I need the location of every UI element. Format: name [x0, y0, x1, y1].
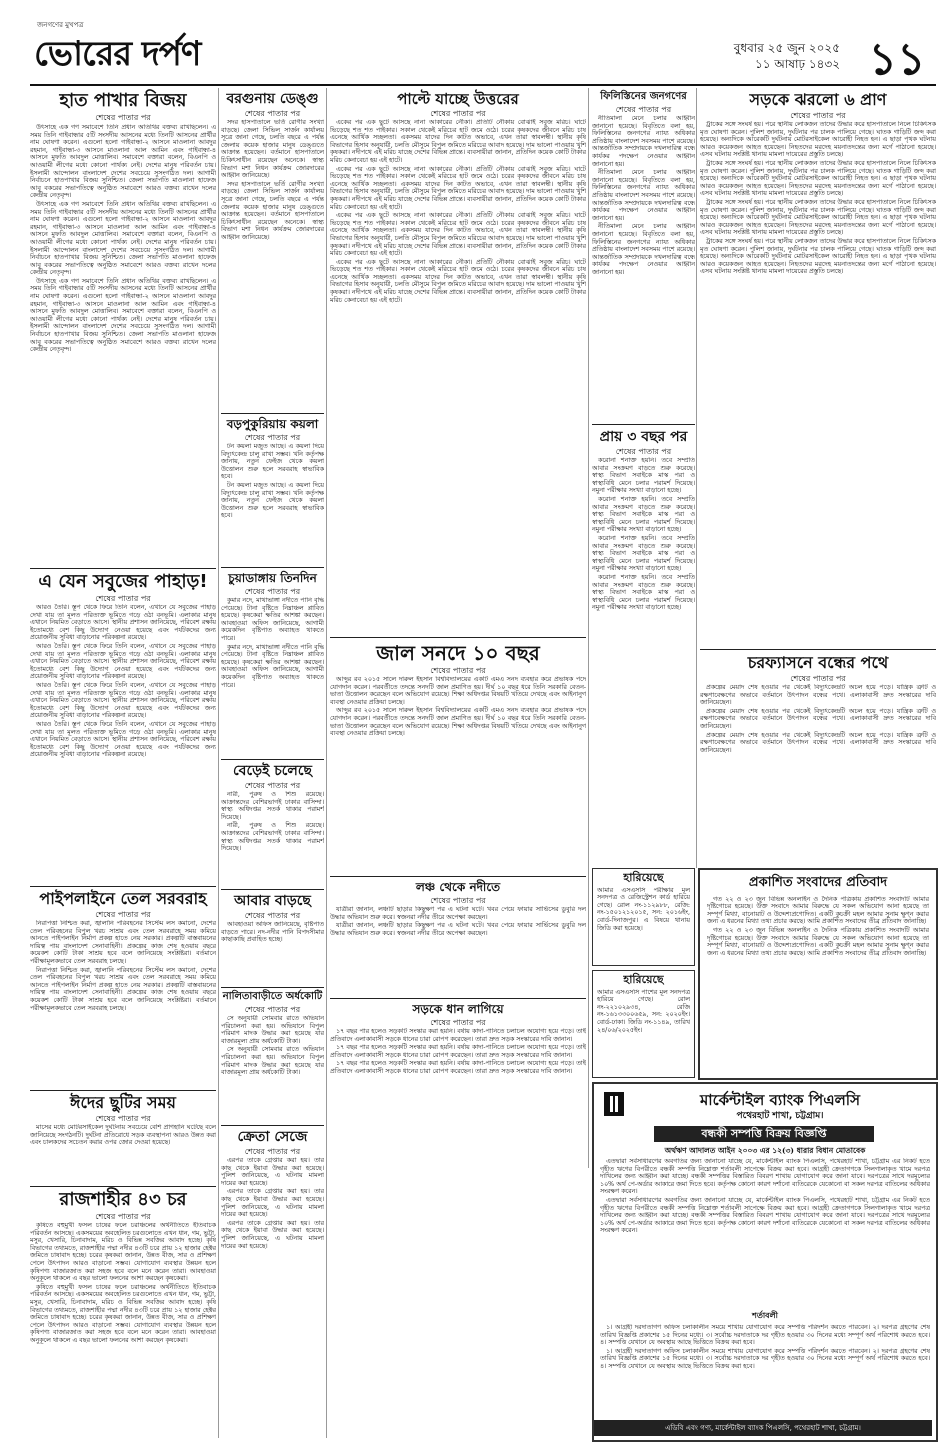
conditions-title: শর্তাবলী [752, 1311, 778, 1320]
headline-again-rising: আবার বাড়ছে [234, 893, 311, 909]
article-body: প্রকল্পের মেয়াদ শেষ হওয়ার পর থেকেই বিদ্যুৎকেন্দ্রটি অচল হয়ে পড়ে। যান্ত্রিক ত্রুটি ও রক্ষণাবেক্ষণের অভাবে বর্তমানে উৎপাদন বন্ধের পথে। এলাকাবাসী দ্রুত সংস্কারের দাবি জানিয়েছেন। প্রকল্পের মেয়াদ শেষ হওয়ার পর থেকেই বিদ্যুৎকেন্দ্রটি অচল হয়ে পড়ে। যান্ত্রিক ত্রুটি ও রক্ষণাবেক্ষণের অভাবে বর্তমানে উৎপাদন বন্ধের পথে। এলাকাবাসী দ্রুত সংস্কারের দাবি জানিয়েছেন। প্রকল্পের মেয়াদ শেষ হওয়ার পর থেকেই বিদ্যুৎকেন্দ্রটি অচল হয়ে পড়ে। যান্ত্রিক ত্রুটি ও রক্ষণাবেক্ষণের অভাবে বর্তমানে উৎপাদন বন্ধের পথে। এলাকাবাসী দ্রুত সংস্কারের দাবি জানিয়েছেন। [700, 684, 936, 754]
masthead [0, 0, 945, 84]
article-body: নীতিমালা মেনে চলার আহ্বান জানানো হয়েছে। বিবৃতিতে বলা হয়, ফিলিস্তিনের জনগণের ন্যায্য অধিকার প্রতিষ্ঠায় বাংলাদেশ সবসময় পাশে রয়েছে। আন্তর্জাতিক সম্প্রদায়কে দখলদারিত্ব বন্ধে কার্যকর পদক্ষেপ নেওয়ার আহ্বান জানানো হয়। নীতিমালা মেনে চলার আহ্বান জানানো হয়েছে। বিবৃতিতে বলা হয়, ফিলিস্তিনের জনগণের ন্যায্য অধিকার প্রতিষ্ঠায় বাংলাদেশ সবসময় পাশে রয়েছে। আন্তর্জাতিক সম্প্রদায়কে দখলদারিত্ব বন্ধে কার্যকর পদক্ষেপ নেওয়ার আহ্বান জানানো হয়। নীতিমালা মেনে চলার আহ্বান জানানো হয়েছে। বিবৃতিতে বলা হয়, ফিলিস্তিনের জনগণের ন্যায্য অধিকার প্রতিষ্ঠায় বাংলাদেশ সবসময় পাশে রয়েছে। আন্তর্জাতিক সম্প্রদায়কে দখলদারিত্ব বন্ধে কার্যকর পদক্ষেপ নেওয়ার আহ্বান জানানো হয়। [592, 115, 695, 276]
subhead: শেষের পাতার পর [95, 1212, 151, 1221]
protest-body: গত ২২ ও ২৩ জুন বিভিন্ন অনলাইন ও দৈনিক পত্রিকায় প্রকাশিত সংবাদটি আমার দৃষ্টিগোচর হয়েছে। উক্ত সংবাদে আমার বিরুদ্ধে যে সকল অভিযোগ আনা হয়েছে তা সম্পূর্ণ মিথ্যা, বানোয়াট ও উদ্দেশ্যপ্রণোদিত। একটি কুচক্রী মহল আমার সুনাম ক্ষুণ্ন করার জন্য এ ধরনের মিথ্যা তথ্য প্রচার করছে। আমি প্রকাশিত সংবাদের তীব্র প্রতিবাদ জানাচ্ছি। গত ২২ ও ২৩ জুন বিভিন্ন অনলাইন ও দৈনিক পত্রিকায় প্রকাশিত সংবাদটি আমার দৃষ্টিগোচর হয়েছে। উক্ত সংবাদে আমার বিরুদ্ধে যে সকল অভিযোগ আনা হয়েছে তা সম্পূর্ণ মিথ্যা, বানোয়াট ও উদ্দেশ্যপ্রণোদিত। একটি কুচক্রী মহল আমার সুনাম ক্ষুণ্ন করার জন্য এ ধরনের মিথ্যা তথ্য প্রচার করছে। আমি প্রকাশিত সংবাদের তীব্র প্রতিবাদ জানাচ্ছি। [707, 895, 929, 957]
headline-buyer: ক্রেতা সেজে [237, 1129, 308, 1145]
subhead: শেষের পাতার পর [244, 1005, 301, 1014]
subhead: শেষের পাতার পর [244, 109, 301, 118]
newspaper-title: ভোরের দর্পণ [34, 34, 201, 74]
article-body: টন কয়লা মজুত আছে। এ কয়লা দিয়ে বিদ্যুৎকেন্দ্র চালু রাখা সম্ভব। খনি কর্তৃপক্ষ জানায়, নতুন ফেইজ থেকে কয়লা উত্তোলন শুরু হলে সরবরাহ স্বাভাবিক হবে। টন কয়লা মজুত আছে। এ কয়লা দিয়ে বিদ্যুৎকেন্দ্র চালু রাখা সম্ভব। খনি কর্তৃপক্ষ জানায়, নতুন ফেইজ থেকে কয়লা উত্তোলন শুরু হলে সরবরাহ স্বাভাবিক হবে। [221, 443, 324, 520]
subhead: শেষের পাতার পর [244, 1147, 301, 1156]
subhead: শেষের পাতার পর [244, 433, 301, 442]
subhead: শেষের পাতার পর [615, 447, 672, 456]
article-body: একের পর এক ছুটে আসছে নানা আকারের নৌকা। প্রতিটি নৌকায় বোঝাই সবুজ মরিচ। ঘাটে ভিড়েছে শত শত পাইকার। সকাল থেকেই মরিচের হাট জমে ওঠে। চরের কৃষকদের জীবনে মরিচ চাষ এনেছে আর্থিক সচ্ছলতা। একসময় যাদের দিন কাটত অভাবে, এখন তারা স্বাবলম্বী। স্থানীয় কৃষি বিভাগের হিসাব অনুযায়ী, চলতি মৌসুমে বিপুল জমিতে মরিচের আবাদ হয়েছে। দাম ভালো পাওয়ায় খুশি কৃষকরা। নদীপথে এই মরিচ যাচ্ছে দেশের বিভিন্ন প্রান্তে। ব্যবসায়ীরা জানান, প্রতিদিন কয়েক কোটি টাকার মরিচ কেনাবেচা হয় এই হাটে। একের পর এক ছুটে আসছে নানা আকারের নৌকা। প্রতিটি নৌকায় বোঝাই সবুজ মরিচ। ঘাটে ভিড়েছে শত শত পাইকার। সকাল থেকেই মরিচের হাট জমে ওঠে। চরের কৃষকদের জীবনে মরিচ চাষ এনেছে আর্থিক সচ্ছলতা। একসময় যাদের দিন কাটত অভাবে, এখন তারা স্বাবলম্বী। স্থানীয় কৃষি বিভাগের হিসাব অনুযায়ী, চলতি মৌসুমে বিপুল জমিতে মরিচের আবাদ হয়েছে। দাম ভালো পাওয়ায় খুশি কৃষকরা। নদীপথে এই মরিচ যাচ্ছে দেশের বিভিন্ন প্রান্তে। ব্যবসায়ীরা জানান, প্রতিদিন কয়েক কোটি টাকার মরিচ কেনাবেচা হয় এই হাটে। একের পর এক ছুটে আসছে নানা আকারের নৌকা। প্রতিটি নৌকায় বোঝাই সবুজ মরিচ। ঘাটে ভিড়েছে শত শত পাইকার। সকাল থেকেই মরিচের হাট জমে ওঠে। চরের কৃষকদের জীবনে মরিচ চাষ এনেছে আর্থিক সচ্ছলতা। একসময় যাদের দিন কাটত অভাবে, এখন তারা স্বাবলম্বী। স্থানীয় কৃষি বিভাগের হিসাব অনুযায়ী, চলতি মৌসুমে বিপুল জমিতে মরিচের আবাদ হয়েছে। দাম ভালো পাওয়ায় খুশি কৃষকরা। নদীপথে এই মরিচ যাচ্ছে দেশের বিভিন্ন প্রান্তে। ব্যবসায়ীরা জানান, প্রতিদিন কয়েক কোটি টাকার মরিচ কেনাবেচা হয় এই হাটে। একের পর এক ছুটে আসছে নানা আকারের নৌকা। প্রতিটি নৌকায় বোঝাই সবুজ মরিচ। ঘাটে ভিড়েছে শত শত পাইকার। সকাল থেকেই মরিচের হাট জমে ওঠে। চরের কৃষকদের জীবনে মরিচ চাষ এনেছে আর্থিক সচ্ছলতা। একসময় যাদের দিন কাটত অভাবে, এখন তারা স্বাবলম্বী। স্থানীয় কৃষি বিভাগের হিসাব অনুযায়ী, চলতি মৌসুমে বিপুল জমিতে মরিচের আবাদ হয়েছে। দাম ভালো পাওয়ায় খুশি কৃষকরা। নদীপথে এই মরিচ যাচ্ছে দেশের বিভিন্ন প্রান্তে। ব্যবসায়ীরা জানান, প্রতিদিন কয়েক কোটি টাকার মরিচ কেনাবেচা হয় এই হাটে। [330, 119, 586, 304]
headline-palestine: ফিলিস্তিনের জনগণের [600, 91, 687, 102]
subhead: শেষের পাতার পর [615, 105, 672, 114]
article-body: নিরাপত্তা নিশ্চিত করা, জ্বালানি পরিবহনের সিস্টেম লস কমানো, দেশের তেল পরিবহনের বিপুল খরচ সাশ্রয় এবং তেল সরবরাহে সময় কমিয়ে আনতে পাইপলাইন নির্মাণ প্রকল্প হাতে নেয় সরকার। প্রকল্পটি বাস্তবায়নের দায়িত্ব পায় বাংলাদেশ সেনাবাহিনী। প্রকল্পের কাজ শেষ হওয়ায় বছরে কয়েকশ কোটি টাকা সাশ্রয় হবে বলে জানিয়েছে সংশ্লিষ্টরা। বর্তমানে পরীক্ষামূলকভাবে তেল সরবরাহ চলছে। নিরাপত্তা নিশ্চিত করা, জ্বালানি পরিবহনের সিস্টেম লস কমানো, দেশের তেল পরিবহনের বিপুল খরচ সাশ্রয় এবং তেল সরবরাহে সময় কমিয়ে আনতে পাইপলাইন নির্মাণ প্রকল্প হাতে নেয় সরকার। প্রকল্পটি বাস্তবায়নের দায়িত্ব পায় বাংলাদেশ সেনাবাহিনী। প্রকল্পের কাজ শেষ হওয়ায় বছরে কয়েকশ কোটি টাকা সাশ্রয় হবে বলে জানিয়েছে সংশ্লিষ্টরা। বর্তমানে পরীক্ষামূলকভাবে তেল সরবরাহ চলছে। [30, 920, 216, 1012]
lost-notice-1 [592, 868, 695, 966]
subhead: শেষের পাতার পর [244, 911, 301, 920]
article-body: যাত্রীরা জানান, লঞ্চটি ছাড়ার কিছুক্ষণ পর এ ঘটনা ঘটে। খবর পেয়ে ফায়ার সার্ভিসের ডুবুরি দল উদ্ধার অভিযান শুরু করে। স্বজনরা নদীর তীরে অপেক্ষা করছেন। যাত্রীরা জানান, লঞ্চটি ছাড়ার কিছুক্ষণ পর এ ঘটনা ঘটে। খবর পেয়ে ফায়ার সার্ভিসের ডুবুরি দল উদ্ধার অভিযান শুরু করে। স্বজনরা নদীর তীরে অপেক্ষা করছেন। [330, 906, 586, 937]
subhead: শেষের পাতার পর [790, 674, 846, 683]
article-body: নারী, পুরুষ ও শিশু রয়েছে। আক্রান্তদের বেশিরভাগই ঢাকার বাসিন্দা। স্বাস্থ্য অধিদপ্তর সতর্ক থাকার পরামর্শ দিয়েছে। নারী, পুরুষ ও শিশু রয়েছে। আক্রান্তদের বেশিরভাগই ঢাকার বাসিন্দা। স্বাস্থ্য অধিদপ্তর সতর্ক থাকার পরামর্শ দিয়েছে। [221, 791, 324, 853]
date-line-1: বুধবার ২৫ জুন ২০২৫ [733, 41, 840, 55]
subhead: শেষের পাতার পর [95, 594, 151, 603]
headline-green-hill: এ যেন সবুজের পাহাড়! [38, 571, 208, 592]
column-divider [588, 88, 589, 1168]
subhead: শেষের পাতার পর [430, 896, 486, 905]
date-line-2: ১১ আষাঢ় ১৪৩২ [754, 57, 840, 71]
article-body: আবহাওয়া অফিস জানিয়েছে, বৃষ্টিপাত বাড়তে পারে। নদ-নদীর পানি বিপদসীমার কাছাকাছি প্রবাহিত হচ্ছে। [221, 921, 324, 944]
headline-road-paddy: সড়কে ধান লাগিয়ে [412, 1002, 504, 1016]
headline-coal: বড়পুকুরিয়ায় কয়লা [226, 417, 319, 431]
headline-eid: ঈদের ছুটির সময় [70, 1093, 176, 1112]
subhead: শেষের পাতার পর [790, 111, 846, 120]
subhead: শেষের পাতার পর [430, 666, 486, 675]
headline-three-years: প্রায় ৩ বছর পর [599, 429, 688, 445]
article-body: এরপর তাকে গ্রেপ্তার করা হয়। তার কাছ থেকে ইয়াবা উদ্ধার করা হয়েছে। পুলিশ জানিয়েছে, এ ঘটনায় মামলা দায়ের করা হয়েছে। এরপর তাকে গ্রেপ্তার করা হয়। তার কাছ থেকে ইয়াবা উদ্ধার করা হয়েছে। পুলিশ জানিয়েছে, এ ঘটনায় মামলা দায়ের করা হয়েছে। এরপর তাকে গ্রেপ্তার করা হয়। তার কাছ থেকে ইয়াবা উদ্ধার করা হয়েছে। পুলিশ জানিয়েছে, এ ঘটনায় মামলা দায়ের করা হয়েছে। [221, 1157, 324, 1250]
protest-title: প্রকাশিত সংবাদের প্রতিবাদ [748, 875, 888, 890]
headline-fake-cert: জাল সনদে ১০ বছর [376, 641, 540, 665]
headline-pipeline: পাইপলাইনে তেল সরবরাহ [39, 889, 207, 908]
lost-notice-title: হারিয়েছে [623, 973, 664, 986]
headline-increasing: বেড়েই চলেছে [233, 763, 312, 779]
subhead: শেষের পাতার পর [244, 587, 301, 596]
subhead: শেষের পাতার পর [430, 1018, 486, 1027]
bank-notice-body: এতদ্বারা সর্বসাধারণের অবগতির জন্য জানানো যাচ্ছে যে, মার্কেন্টাইল ব্যাংক পিএলসি, পথেরহাট শাখা, চট্টগ্রাম এর নিকট হতে গৃহীত ঋণের বিপরীতে বন্ধকী সম্পত্তি নিম্নোক্ত শর্তাবলী সাপেক্ষে বিক্রয় করা হবে। আগ্রহী ক্রেতাগণকে সিলগালাকৃত খামে দরপত্র দাখিলের জন্য আহ্বান করা যাচ্ছে। বন্ধকী সম্পত্তির বিস্তারিত বিবরণ শাখায় যোগাযোগ করে জানা যাবে। দরপত্রের সাথে দরমূল্যের ১০% অর্থ পে-অর্ডার আকারে জমা দিতে হবে। কর্তৃপক্ষ কোনো কারণ দর্শানো ব্যতিরেকে যেকোনো বা সকল দরপত্র বাতিলের অধিকার সংরক্ষণ করেন। এতদ্বারা সর্বসাধারণের অবগতির জন্য জানানো যাচ্ছে যে, মার্কেন্টাইল ব্যাংক পিএলসি, পথেরহাট শাখা, চট্টগ্রাম এর নিকট হতে গৃহীত ঋণের বিপরীতে বন্ধকী সম্পত্তি নিম্নোক্ত শর্তাবলী সাপেক্ষে বিক্রয় করা হবে। আগ্রহী ক্রেতাগণকে সিলগালাকৃত খামে দরপত্র দাখিলের জন্য আহ্বান করা যাচ্ছে। বন্ধকী সম্পত্তির বিস্তারিত বিবরণ শাখায় যোগাযোগ করে জানা যাবে। দরপত্রের সাথে দরমূল্যের ১০% অর্থ পে-অর্ডার আকারে জমা দিতে হবে। কর্তৃপক্ষ কোনো কারণ দর্শানো ব্যতিরেকে যেকোনো বা সকল দরপত্র বাতিলের অধিকার সংরক্ষণ করেন। [600, 1158, 930, 1235]
article-body: সদর হাসপাতালে ভর্তি রোগীর সংখ্যা বাড়ছে। জেলা সিভিল সার্জন কার্যালয় সূত্রে জানা গেছে, চলতি বছরে এ পর্যন্ত জেলায় কয়েক হাজার মানুষ ডেঙ্গুতে আক্রান্ত হয়েছেন। বর্তমানে হাসপাতালে চিকিৎসাধীন রয়েছেন অনেকে। স্বাস্থ্য বিভাগ মশা নিধন কার্যক্রম জোরদারের আহ্বান জানিয়েছে। সদর হাসপাতালে ভর্তি রোগীর সংখ্যা বাড়ছে। জেলা সিভিল সার্জন কার্যালয় সূত্রে জানা গেছে, চলতি বছরে এ পর্যন্ত জেলায় কয়েক হাজার মানুষ ডেঙ্গুতে আক্রান্ত হয়েছেন। বর্তমানে হাসপাতালে চিকিৎসাধীন রয়েছেন অনেকে। স্বাস্থ্য বিভাগ মশা নিধন কার্যক্রম জোরদারের আহ্বান জানিয়েছে। [221, 119, 324, 241]
article-body: কৃষিতে বহুমুখী ফসল চাষের ফলে চরাঞ্চলের অর্থনীতিতে ইতিবাচক পরিবর্তন আসছে। একসময়ের অবহেলিত চরগুলোতে এখন ধান, গম, ভুট্টা, মসুর, খেসারি, চিনাবাদাম, মরিচ ও বিভিন্ন সবজির আবাদ হচ্ছে। কৃষি বিভাগের তথ্যমতে, রাজশাহীর পদ্মা নদীর ৪৩টি চরে প্রায় ১২ হাজার হেক্টর জমিতে চাষাবাদ হচ্ছে। চরের কৃষকরা জানান, উন্নত বীজ, সার ও প্রশিক্ষণ পেলে উৎপাদন আরও বাড়ানো সম্ভব। যোগাযোগ ব্যবস্থার উন্নয়ন হলে কৃষিপণ্য বাজারজাত করা সহজ হবে বলে মনে করেন তারা। আবহাওয়া অনুকূলে থাকলে এ বছর ভালো ফলনের আশা করছেন কৃষকেরা। কৃষিতে বহুমুখী ফসল চাষের ফলে চরাঞ্চলের অর্থনীতিতে ইতিবাচক পরিবর্তন আসছে। একসময়ের অবহেলিত চরগুলোতে এখন ধান, গম, ভুট্টা, মসুর, খেসারি, চিনাবাদাম, মরিচ ও বিভিন্ন সবজির আবাদ হচ্ছে। কৃষি বিভাগের তথ্যমতে, রাজশাহীর পদ্মা নদীর ৪৩টি চরে প্রায় ১২ হাজার হেক্টর জমিতে চাষাবাদ হচ্ছে। চরের কৃষকরা জানান, উন্নত বীজ, সার ও প্রশিক্ষণ পেলে উৎপাদন আরও বাড়ানো সম্ভব। যোগাযোগ ব্যবস্থার উন্নয়ন হলে কৃষিপণ্য বাজারজাত করা সহজ হবে বলে মনে করেন তারা। আবহাওয়া অনুকূলে থাকলে এ বছর ভালো ফলনের আশা করছেন কৃষকেরা। [30, 1222, 216, 1344]
headline-dengue: বরগুনায় ডেঙ্গু [226, 91, 319, 107]
bank-advertisement [592, 1082, 938, 1442]
subhead: শেষের পাতার পর [244, 781, 301, 790]
headline-hatpakha: হাত পাখার বিজয় [59, 90, 187, 111]
bank-branch: পথেরহাট শাখা, চট্টগ্রাম। [736, 1111, 824, 1121]
headline-chuadanga: চুয়াডাঙ্গায় তিনদিন [228, 571, 317, 585]
article-body: উৎসাহে এক গণ সমাবেশে তিনি প্রধান অতিথির বক্তব্য রাখছিলেন। এ সময় তিনি গাইবান্ধার ৫টি সংসদীয় আসনের মধ্যে তিনটি আসনের প্রার্থীর নাম ঘোষণা করেন। এগুলো হলো গাইবান্ধা-২ আসনে মাওলানা আবদুর রহমান, গাইবান্ধা-৩ আসনে মাওলানা আল আমিন এবং গাইবান্ধা-৪ আসনে মুফতি আবদুল মোত্তালিব। সমাবেশে বক্তারা বলেন, বিএনপি ও আওয়ামী লীগের মধ্যে কোনো পার্থক্য নেই। দেশের মানুষ পরিবর্তন চায়। ইসলামী আন্দোলন বাংলাদেশ দেশের সবচেয়ে সুসংগঠিত দল। আগামী নির্বাচনে হাতপাখার বিজয় সুনিশ্চিত। জেলা সভাপতি মাওলানা হাফেজ আবু বকরের সভাপতিত্বে অনুষ্ঠিত সমাবেশে আরও বক্তব্য রাখেন দলের কেন্দ্রীয় নেতৃবৃন্দ। উৎসাহে এক গণ সমাবেশে তিনি প্রধান অতিথির বক্তব্য রাখছিলেন। এ সময় তিনি গাইবান্ধার ৫টি সংসদীয় আসনের মধ্যে তিনটি আসনের প্রার্থীর নাম ঘোষণা করেন। এগুলো হলো গাইবান্ধা-২ আসনে মাওলানা আবদুর রহমান, গাইবান্ধা-৩ আসনে মাওলানা আল আমিন এবং গাইবান্ধা-৪ আসনে মুফতি আবদুল মোত্তালিব। সমাবেশে বক্তারা বলেন, বিএনপি ও আওয়ামী লীগের মধ্যে কোনো পার্থক্য নেই। দেশের মানুষ পরিবর্তন চায়। ইসলামী আন্দোলন বাংলাদেশ দেশের সবচেয়ে সুসংগঠিত দল। আগামী নির্বাচনে হাতপাখার বিজয় সুনিশ্চিত। জেলা সভাপতি মাওলানা হাফেজ আবু বকরের সভাপতিত্বে অনুষ্ঠিত সমাবেশে আরও বক্তব্য রাখেন দলের কেন্দ্রীয় নেতৃবৃন্দ। উৎসাহে এক গণ সমাবেশে তিনি প্রধান অতিথির বক্তব্য রাখছিলেন। এ সময় তিনি গাইবান্ধার ৫টি সংসদীয় আসনের মধ্যে তিনটি আসনের প্রার্থীর নাম ঘোষণা করেন। এগুলো হলো গাইবান্ধা-২ আসনে মাওলানা আবদুর রহমান, গাইবান্ধা-৩ আসনে মাওলানা আল আমিন এবং গাইবান্ধা-৪ আসনে মুফতি আবদুল মোত্তালিব। সমাবেশে বক্তারা বলেন, বিএনপি ও আওয়ামী লীগের মধ্যে কোনো পার্থক্য নেই। দেশের মানুষ পরিবর্তন চায়। ইসলামী আন্দোলন বাংলাদেশ দেশের সবচেয়ে সুসংগঠিত দল। আগামী নির্বাচনে হাতপাখার বিজয় সুনিশ্চিত। জেলা সভাপতি মাওলানা হাফেজ আবু বকরের সভাপতিত্বে অনুষ্ঠিত সমাবেশে আরও বক্তব্য রাখেন দলের কেন্দ্রীয় নেতৃবৃন্দ। [30, 124, 216, 354]
subhead: শেষের পাতার পর [95, 113, 151, 122]
notice-title-banner: বন্ধকী সম্পত্তি বিক্রয় বিজ্ঞপ্তি [654, 1126, 874, 1142]
article-body: কুমার নদে, মাথাভাঙ্গা নদীতে পানি বৃদ্ধি পেয়েছে। টানা বৃষ্টিতে নিম্নাঞ্চল প্লাবিত হয়েছে। কৃষকেরা ক্ষতির আশঙ্কা করছেন। আবহাওয়া অফিস জানিয়েছে, আগামী কয়েকদিন বৃষ্টিপাত অব্যাহত থাকতে পারে। কুমার নদে, মাথাভাঙ্গা নদীতে পানি বৃদ্ধি পেয়েছে। টানা বৃষ্টিতে নিম্নাঞ্চল প্লাবিত হয়েছে। কৃষকেরা ক্ষতির আশঙ্কা করছেন। আবহাওয়া অফিস জানিয়েছে, আগামী কয়েকদিন বৃষ্টিপাত অব্যাহত থাকতে পারে। [221, 597, 324, 689]
subhead: শেষের পাতার পর [430, 109, 486, 118]
lost-notice-title: হারিয়েছে [623, 871, 664, 884]
column-divider [696, 88, 697, 868]
headline-north: পাল্টে যাচ্ছে উত্তরের [397, 90, 519, 108]
lost-notice-2 [592, 970, 695, 1078]
subhead: শেষের পাতার পর [95, 1114, 151, 1123]
headline-nalitabari: নালিতাবাড়ীতে অর্ধকোটি [222, 991, 323, 1002]
article-body: আব্দুর রব ২০১৫ সালে দারুল ইহসান বিশ্ববিদ্যালয়ের একটি এমএ সনদ ব্যবহার করে প্রভাষক পদে যোগদান করেন। পরবর্তীতে তদন্তে সনদটি জাল প্রমাণিত হয়। দীর্ঘ ১০ বছর ধরে তিনি সরকারি বেতন-ভাতা উত্তোলন করেছেন বলে অভিযোগ রয়েছে। শিক্ষা অধিদপ্তর বিষয়টি খতিয়ে দেখছে এবং আইনানুগ ব্যবস্থা নেওয়ার প্রক্রিয়া চলছে। আব্দুর রব ২০১৫ সালে দারুল ইহসান বিশ্ববিদ্যালয়ের একটি এমএ সনদ ব্যবহার করে প্রভাষক পদে যোগদান করেন। পরবর্তীতে তদন্তে সনদটি জাল প্রমাণিত হয়। দীর্ঘ ১০ বছর ধরে তিনি সরকারি বেতন-ভাতা উত্তোলন করেছেন বলে অভিযোগ রয়েছে। শিক্ষা অধিদপ্তর বিষয়টি খতিয়ে দেখছে এবং আইনানুগ ব্যবস্থা নেওয়ার প্রক্রিয়া চলছে। [330, 676, 586, 738]
lost-notice-body: আমার এসএসসি পরীক্ষার মূল সনদপত্র ও রেজিস্ট্রেশন কার্ড হারিয়ে গেছে। রোল নং-১১২৯৮৮, রেজি: নং-১৫০১২১২০১৫, সন: ২০১৬ইং, বোর্ড-দিনাজপুর। এ বিষয়ে থানায় জিডি করা হয়েছে। [597, 886, 690, 932]
law-line: অর্থঋণ আদালত আইন ২০০৩ এর ১২(৩) ধারার বিধান মোতাবেক [664, 1146, 866, 1155]
conditions-body: ১। আগ্রহী দরদাতাগণ অফিস চলাকালীন সময়ে শাখায় যোগাযোগ করে সম্পত্তি পরিদর্শন করতে পারবেন। ২। দরপত্র গ্রহণের শেষ তারিখ বিজ্ঞপ্তি প্রকাশের ১৫ দিনের মধ্যে। ৩। সর্বোচ্চ দরদাতাকে দর গৃহীত হওয়ার ৩০ দিনের মধ্যে সম্পূর্ণ অর্থ পরিশোধ করতে হবে। ৪। সম্পত্তি যেখানে যে অবস্থায় আছে ভিত্তিতে বিক্রয় করা হবে। ১। আগ্রহী দরদাতাগণ অফিস চলাকালীন সময়ে শাখায় যোগাযোগ করে সম্পত্তি পরিদর্শন করতে পারবেন। ২। দরপত্র গ্রহণের শেষ তারিখ বিজ্ঞপ্তি প্রকাশের ১৫ দিনের মধ্যে। ৩। সর্বোচ্চ দরদাতাকে দর গৃহীত হওয়ার ৩০ দিনের মধ্যে সম্পূর্ণ অর্থ পরিশোধ করতে হবে। ৪। সম্পত্তি যেখানে যে অবস্থায় আছে ভিত্তিতে বিক্রয় করা হবে। [600, 1324, 930, 1370]
protest-notice [698, 868, 938, 1080]
page-number: ১১ [868, 34, 926, 85]
article-body: ১৭ বছর পার হলেও সড়কটি সংস্কার করা হয়নি। বর্ষায় কাদা-পানিতে চলাচল অযোগ্য হয়ে পড়ে। তাই প্রতিবাদে এলাকাবাসী সড়কে ধানের চারা রোপণ করেছেন। তারা দ্রুত সড়ক সংস্কারের দাবি জানান। ১৭ বছর পার হলেও সড়কটি সংস্কার করা হয়নি। বর্ষায় কাদা-পানিতে চলাচল অযোগ্য হয়ে পড়ে। তাই প্রতিবাদে এলাকাবাসী সড়কে ধানের চারা রোপণ করেছেন। তারা দ্রুত সড়ক সংস্কারের দাবি জানান। ১৭ বছর পার হলেও সড়কটি সংস্কার করা হয়নি। বর্ষায় কাদা-পানিতে চলাচল অযোগ্য হয়ে পড়ে। তাই প্রতিবাদে এলাকাবাসী সড়কে ধানের চারা রোপণ করেছেন। তারা দ্রুত সড়ক সংস্কারের দাবি জানান। [330, 1028, 586, 1075]
article-body: সে অনুযায়ী সোমবার রাতে অভিযান পরিচালনা করা হয়। অভিযানে বিপুল পরিমাণ মাদক উদ্ধার করা হয়েছে যার বাজারমূল্য প্রায় অর্ধকোটি টাকা। সে অনুযায়ী সোমবার রাতে অভিযান পরিচালনা করা হয়। অভিযানে বিপুল পরিমাণ মাদক উদ্ধার করা হয়েছে যার বাজারমূল্য প্রায় অর্ধকোটি টাকা। [221, 1015, 324, 1077]
headline-charfashion: চরফ্যাসনে বন্ধের পথে [747, 653, 889, 672]
column-divider [326, 88, 327, 1438]
column-divider [218, 88, 219, 1438]
tagline: জনগণের মুখপত্র [37, 21, 84, 29]
article-body: করোনা শনাক্ত হয়নি। তবে সম্প্রতি আবার সংক্রমণ বাড়তে শুরু করেছে। স্বাস্থ্য বিভাগ সবাইকে মাস্ক পরা ও স্বাস্থ্যবিধি মেনে চলার পরামর্শ দিয়েছে। নমুনা পরীক্ষার সংখ্যা বাড়ানো হচ্ছে। করোনা শনাক্ত হয়নি। তবে সম্প্রতি আবার সংক্রমণ বাড়তে শুরু করেছে। স্বাস্থ্য বিভাগ সবাইকে মাস্ক পরা ও স্বাস্থ্যবিধি মেনে চলার পরামর্শ দিয়েছে। নমুনা পরীক্ষার সংখ্যা বাড়ানো হচ্ছে। করোনা শনাক্ত হয়নি। তবে সম্প্রতি আবার সংক্রমণ বাড়তে শুরু করেছে। স্বাস্থ্য বিভাগ সবাইকে মাস্ক পরা ও স্বাস্থ্যবিধি মেনে চলার পরামর্শ দিয়েছে। নমুনা পরীক্ষার সংখ্যা বাড়ানো হচ্ছে। করোনা শনাক্ত হয়নি। তবে সম্প্রতি আবার সংক্রমণ বাড়তে শুরু করেছে। স্বাস্থ্য বিভাগ সবাইকে মাস্ক পরা ও স্বাস্থ্যবিধি মেনে চলার পরামর্শ দিয়েছে। নমুনা পরীক্ষার সংখ্যা বাড়ানো হচ্ছে। [592, 457, 695, 612]
headline-rajshahi: রাজশাহীর ৪৩ চর [59, 1189, 187, 1210]
subhead: শেষের পাতার পর [95, 910, 151, 919]
bank-footer-bar: এডিবি এবং গণ্য, মার্কেন্টাইল ব্যাংক পিএলসি, পথেরহাট শাখা, চট্টগ্রাম। [594, 1420, 932, 1436]
bank-name: মার্কেন্টাইল ব্যাংক পিএলসি [699, 1091, 861, 1109]
lost-notice-body: আমার এসএসসি পাশের মূল সনদপত্র হারিয়ে গেছে। রোল নং-২২১০২৯৩৪, রেজি নং-১৬১৩৩০০৬৫৯, সন: ২০২০ইং। বোর্ড-ঢাকা। জিডি নং-১১৪৯, তারিখ ২৪/০৬/২০২৫ইং। [597, 988, 690, 1034]
masthead-rule [30, 84, 936, 86]
article-body: মাসের মধ্যে মোটরসাইকেল দুর্ঘটনায় সবচেয়ে বেশি প্রাণহানি ঘটেছে বলে জানিয়েছে সংগঠনটি। দুর্ঘটনা প্রতিরোধে সড়ক ব্যবস্থাপনা আরও উন্নত করা এবং চালকদের সচেতন করার ওপর জোর দেওয়া হয়েছে। [30, 1124, 216, 1147]
headline-launch: লঞ্চ থেকে নদীতে [415, 880, 501, 894]
bank-logo-icon [604, 1092, 624, 1116]
article-body: আরও তৈরি। স্তূপ থেকে ফিরে তিনি বলেন, এখানে যে সবুজের পাহাড় দেখা যায় তা মূলত পরিত্যক্ত ভূমিতে গড়ে ওঠা বনভূমি। এলাকার মানুষ এখানে নিয়মিত বেড়াতে আসে। স্থানীয় প্রশাসন জানিয়েছে, পরিবেশ রক্ষায় ইতোমধ্যে বেশ কিছু উদ্যোগ নেওয়া হয়েছে এবং পর্যটকদের জন্য প্রয়োজনীয় সুবিধা বাড়ানোর পরিকল্পনা রয়েছে। আরও তৈরি। স্তূপ থেকে ফিরে তিনি বলেন, এখানে যে সবুজের পাহাড় দেখা যায় তা মূলত পরিত্যক্ত ভূমিতে গড়ে ওঠা বনভূমি। এলাকার মানুষ এখানে নিয়মিত বেড়াতে আসে। স্থানীয় প্রশাসন জানিয়েছে, পরিবেশ রক্ষায় ইতোমধ্যে বেশ কিছু উদ্যোগ নেওয়া হয়েছে এবং পর্যটকদের জন্য প্রয়োজনীয় সুবিধা বাড়ানোর পরিকল্পনা রয়েছে। আরও তৈরি। স্তূপ থেকে ফিরে তিনি বলেন, এখানে যে সবুজের পাহাড় দেখা যায় তা মূলত পরিত্যক্ত ভূমিতে গড়ে ওঠা বনভূমি। এলাকার মানুষ এখানে নিয়মিত বেড়াতে আসে। স্থানীয় প্রশাসন জানিয়েছে, পরিবেশ রক্ষায় ইতোমধ্যে বেশ কিছু উদ্যোগ নেওয়া হয়েছে এবং পর্যটকদের জন্য প্রয়োজনীয় সুবিধা বাড়ানোর পরিকল্পনা রয়েছে। আরও তৈরি। স্তূপ থেকে ফিরে তিনি বলেন, এখানে যে সবুজের পাহাড় দেখা যায় তা মূলত পরিত্যক্ত ভূমিতে গড়ে ওঠা বনভূমি। এলাকার মানুষ এখানে নিয়মিত বেড়াতে আসে। স্থানীয় প্রশাসন জানিয়েছে, পরিবেশ রক্ষায় ইতোমধ্যে বেশ কিছু উদ্যোগ নেওয়া হয়েছে এবং পর্যটকদের জন্য প্রয়োজনীয় সুবিধা বাড়ানোর পরিকল্পনা রয়েছে। [30, 604, 216, 759]
headline-road-accident: সড়কে ঝরলো ৬ প্রাণ [749, 90, 887, 109]
article-body: ট্রাকের সঙ্গে সংঘর্ষ হয়। পরে স্থানীয় লোকজন তাদের উদ্ধার করে হাসপাতালে নিলে চিকিৎসক মৃত ঘোষণা করেন। পুলিশ জানায়, দুর্ঘটনার পর চালক পালিয়ে গেছে। ঘাতক গাড়িটি জব্দ করা হয়েছে। অন্যদিকে আরেকটি দুর্ঘটনায় মোটরসাইকেল আরোহী নিহত হন। এ ছাড়া পৃথক ঘটনায় আরও কয়েকজন আহত হয়েছেন। নিহতদের মরদেহ ময়নাতদন্তের জন্য মর্গে পাঠানো হয়েছে। এসব ঘটনায় সংশ্লিষ্ট থানায় মামলা দায়েরের প্রস্তুতি চলছে। ট্রাকের সঙ্গে সংঘর্ষ হয়। পরে স্থানীয় লোকজন তাদের উদ্ধার করে হাসপাতালে নিলে চিকিৎসক মৃত ঘোষণা করেন। পুলিশ জানায়, দুর্ঘটনার পর চালক পালিয়ে গেছে। ঘাতক গাড়িটি জব্দ করা হয়েছে। অন্যদিকে আরেকটি দুর্ঘটনায় মোটরসাইকেল আরোহী নিহত হন। এ ছাড়া পৃথক ঘটনায় আরও কয়েকজন আহত হয়েছেন। নিহতদের মরদেহ ময়নাতদন্তের জন্য মর্গে পাঠানো হয়েছে। এসব ঘটনায় সংশ্লিষ্ট থানায় মামলা দায়েরের প্রস্তুতি চলছে। ট্রাকের সঙ্গে সংঘর্ষ হয়। পরে স্থানীয় লোকজন তাদের উদ্ধার করে হাসপাতালে নিলে চিকিৎসক মৃত ঘোষণা করেন। পুলিশ জানায়, দুর্ঘটনার পর চালক পালিয়ে গেছে। ঘাতক গাড়িটি জব্দ করা হয়েছে। অন্যদিকে আরেকটি দুর্ঘটনায় মোটরসাইকেল আরোহী নিহত হন। এ ছাড়া পৃথক ঘটনায় আরও কয়েকজন আহত হয়েছেন। নিহতদের মরদেহ ময়নাতদন্তের জন্য মর্গে পাঠানো হয়েছে। এসব ঘটনায় সংশ্লিষ্ট থানায় মামলা দায়েরের প্রস্তুতি চলছে। ট্রাকের সঙ্গে সংঘর্ষ হয়। পরে স্থানীয় লোকজন তাদের উদ্ধার করে হাসপাতালে নিলে চিকিৎসক মৃত ঘোষণা করেন। পুলিশ জানায়, দুর্ঘটনার পর চালক পালিয়ে গেছে। ঘাতক গাড়িটি জব্দ করা হয়েছে। অন্যদিকে আরেকটি দুর্ঘটনায় মোটরসাইকেল আরোহী নিহত হন। এ ছাড়া পৃথক ঘটনায় আরও কয়েকজন আহত হয়েছেন। নিহতদের মরদেহ ময়নাতদন্তের জন্য মর্গে পাঠানো হয়েছে। এসব ঘটনায় সংশ্লিষ্ট থানায় মামলা দায়েরের প্রস্তুতি চলছে। [700, 121, 936, 276]
